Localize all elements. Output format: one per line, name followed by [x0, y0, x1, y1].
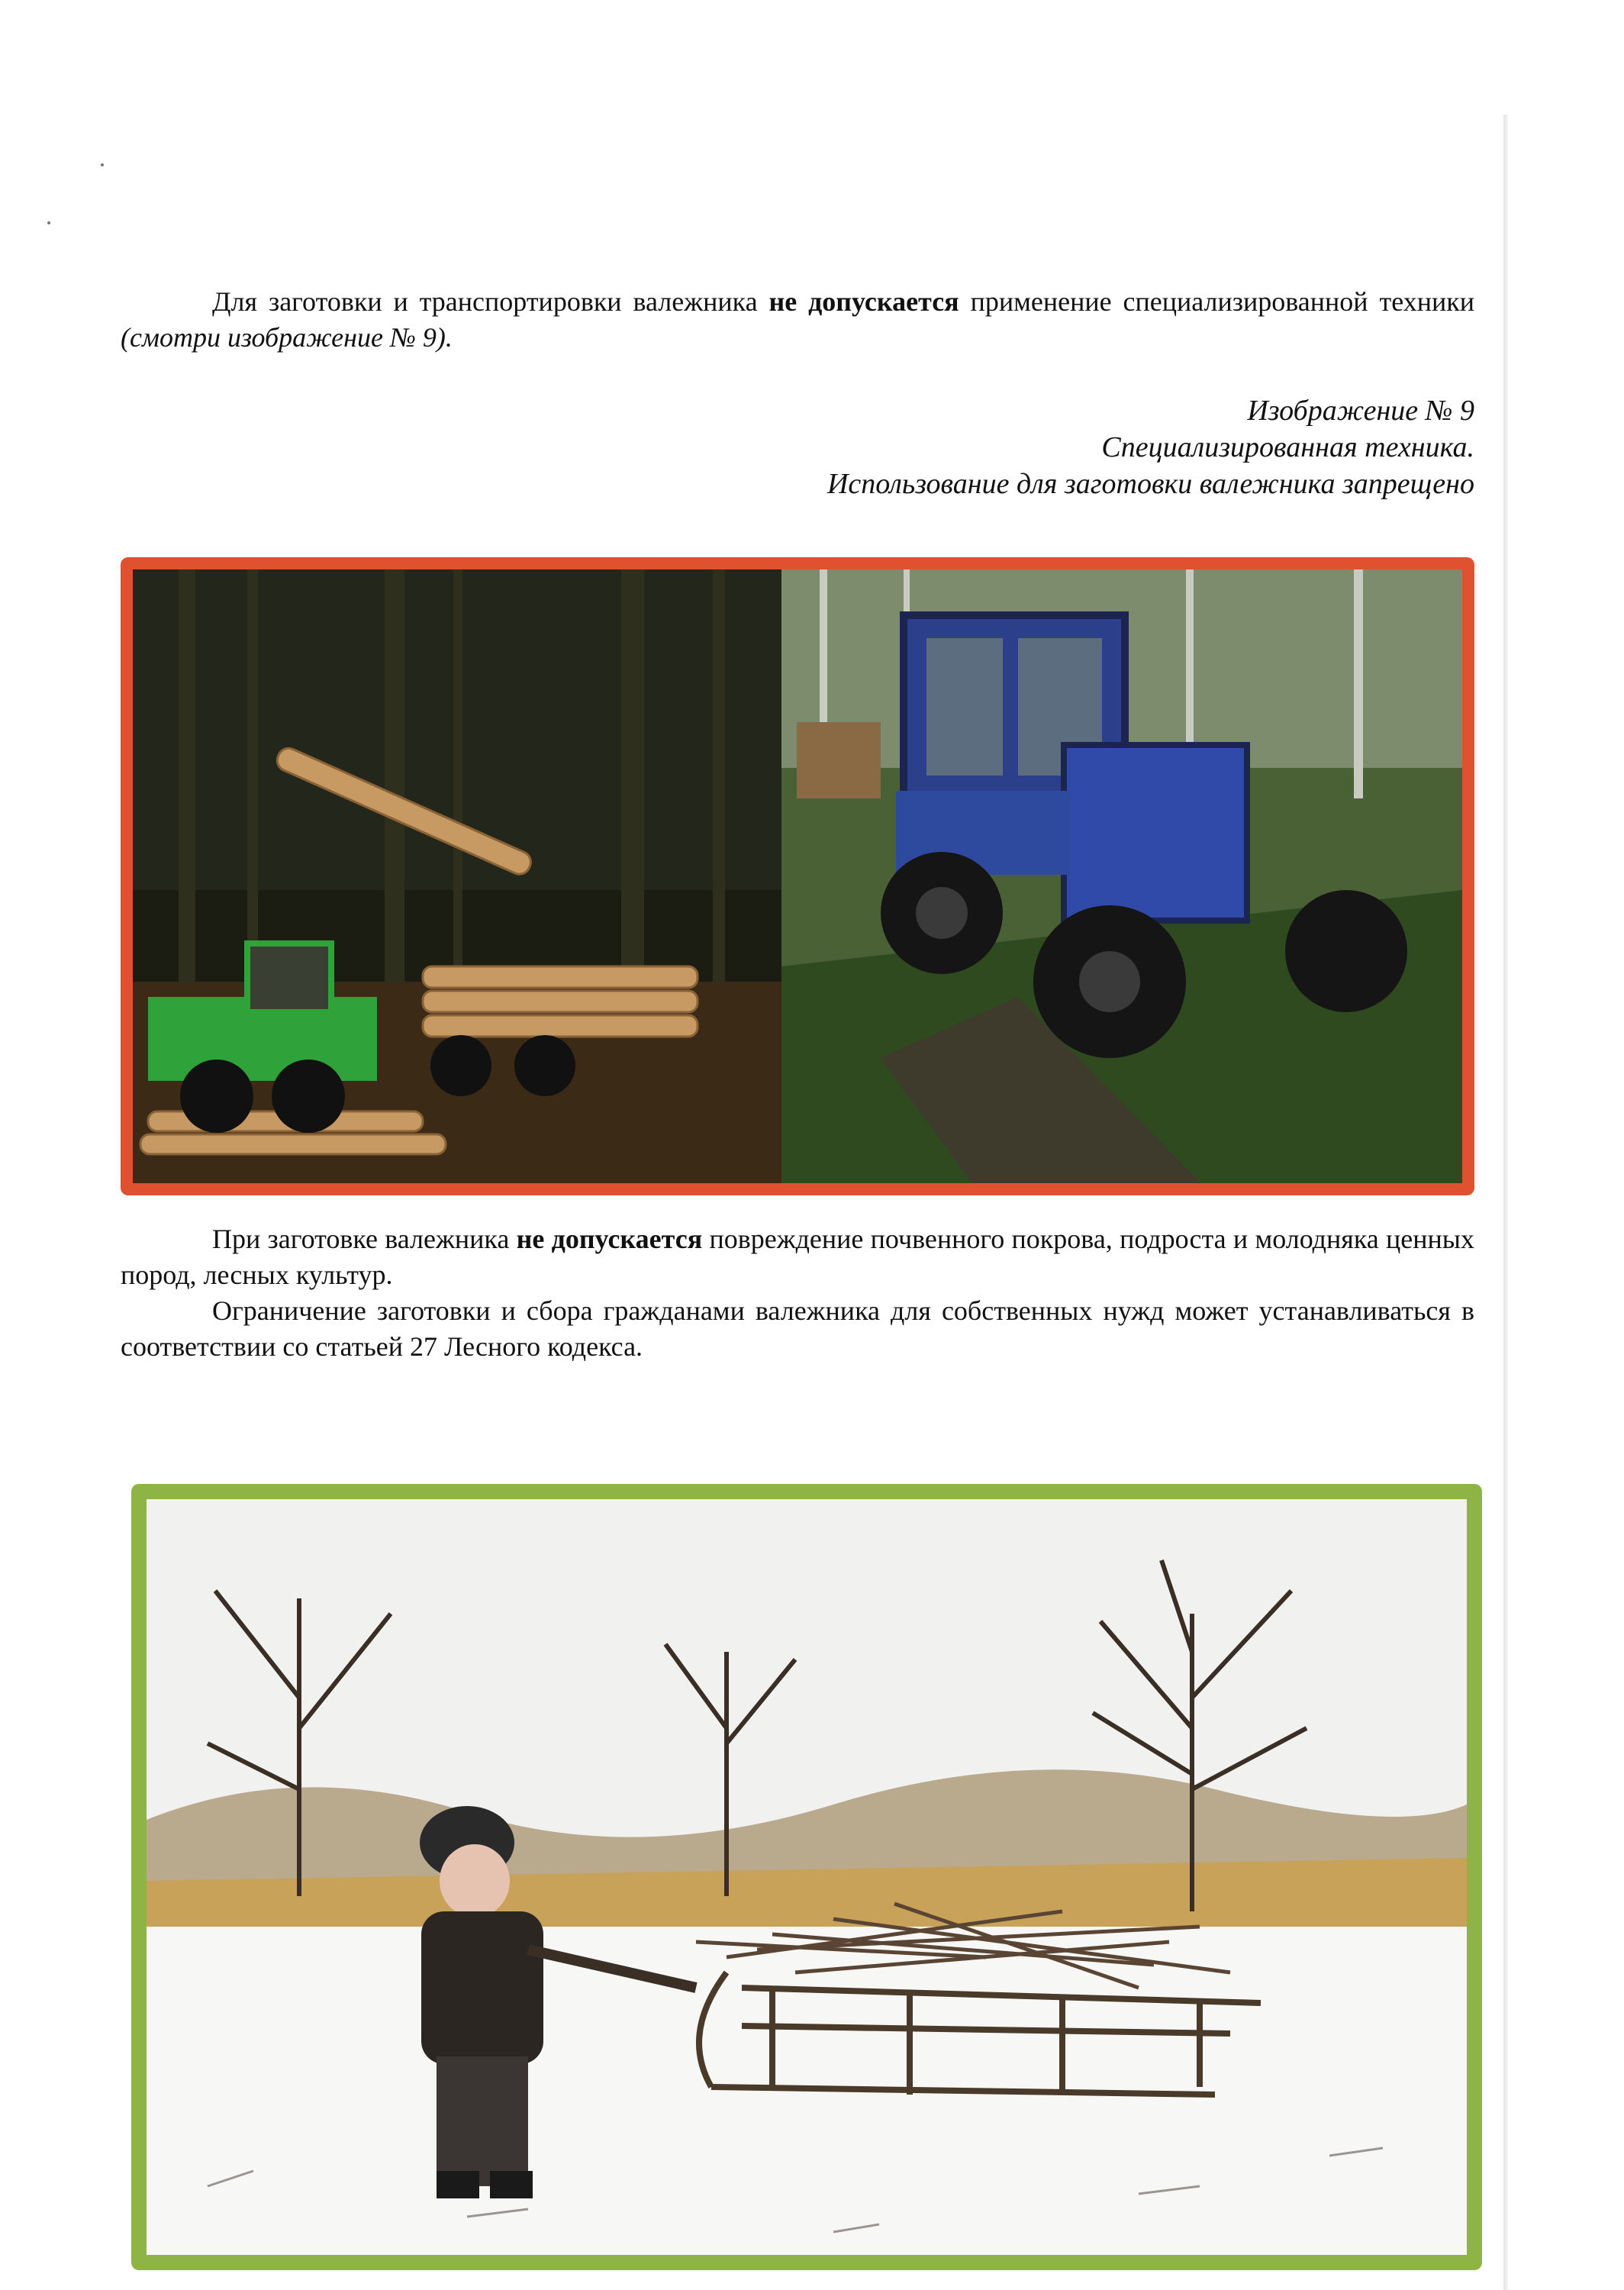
paragraph-text: Для заготовки и транспортировки валежника	[212, 286, 769, 317]
machinery-photo-frame	[121, 557, 1474, 1195]
paragraph-text: Ограничение заготовки и сбора гражданами валежника для собственных нужд может устанавливаться в соответствии со статьей 27 Лесного кодекса.	[121, 1295, 1474, 1362]
forwarder-photo	[133, 569, 781, 1183]
image-caption	[687, 392, 1474, 502]
caption-title: Специализированная техника.	[1101, 431, 1474, 463]
paragraph-text: применение специализированной техники	[959, 286, 1474, 317]
caption-number: Изображение № 9	[1247, 395, 1474, 427]
emphasis-not-allowed: не допускается	[768, 286, 959, 317]
scan-edge	[1503, 114, 1508, 2290]
emphasis-not-allowed: не допускается	[516, 1224, 703, 1254]
paragraph-machinery-prohibited	[121, 284, 1474, 356]
tractor-photo	[781, 569, 1462, 1183]
caption-note: Использование для заготовки валежника запрещено	[826, 468, 1474, 500]
paragraph-damage-prohibited	[121, 1221, 1474, 1293]
image-reference: (смотри изображение № 9).	[121, 322, 453, 353]
machinery-photo	[133, 569, 1462, 1183]
child-sled-photo-frame	[131, 1484, 1482, 2270]
scan-speck	[47, 221, 50, 224]
paragraph-forest-code	[121, 1293, 1474, 1365]
paragraph-text: повреждение почвенного покрова, подроста и молодняка ценных пород, лесных культур.	[121, 1224, 1474, 1290]
child-sled-photo	[147, 1499, 1467, 2255]
paragraph-text: При заготовке валежника	[212, 1224, 517, 1254]
scan-speck	[101, 163, 104, 166]
